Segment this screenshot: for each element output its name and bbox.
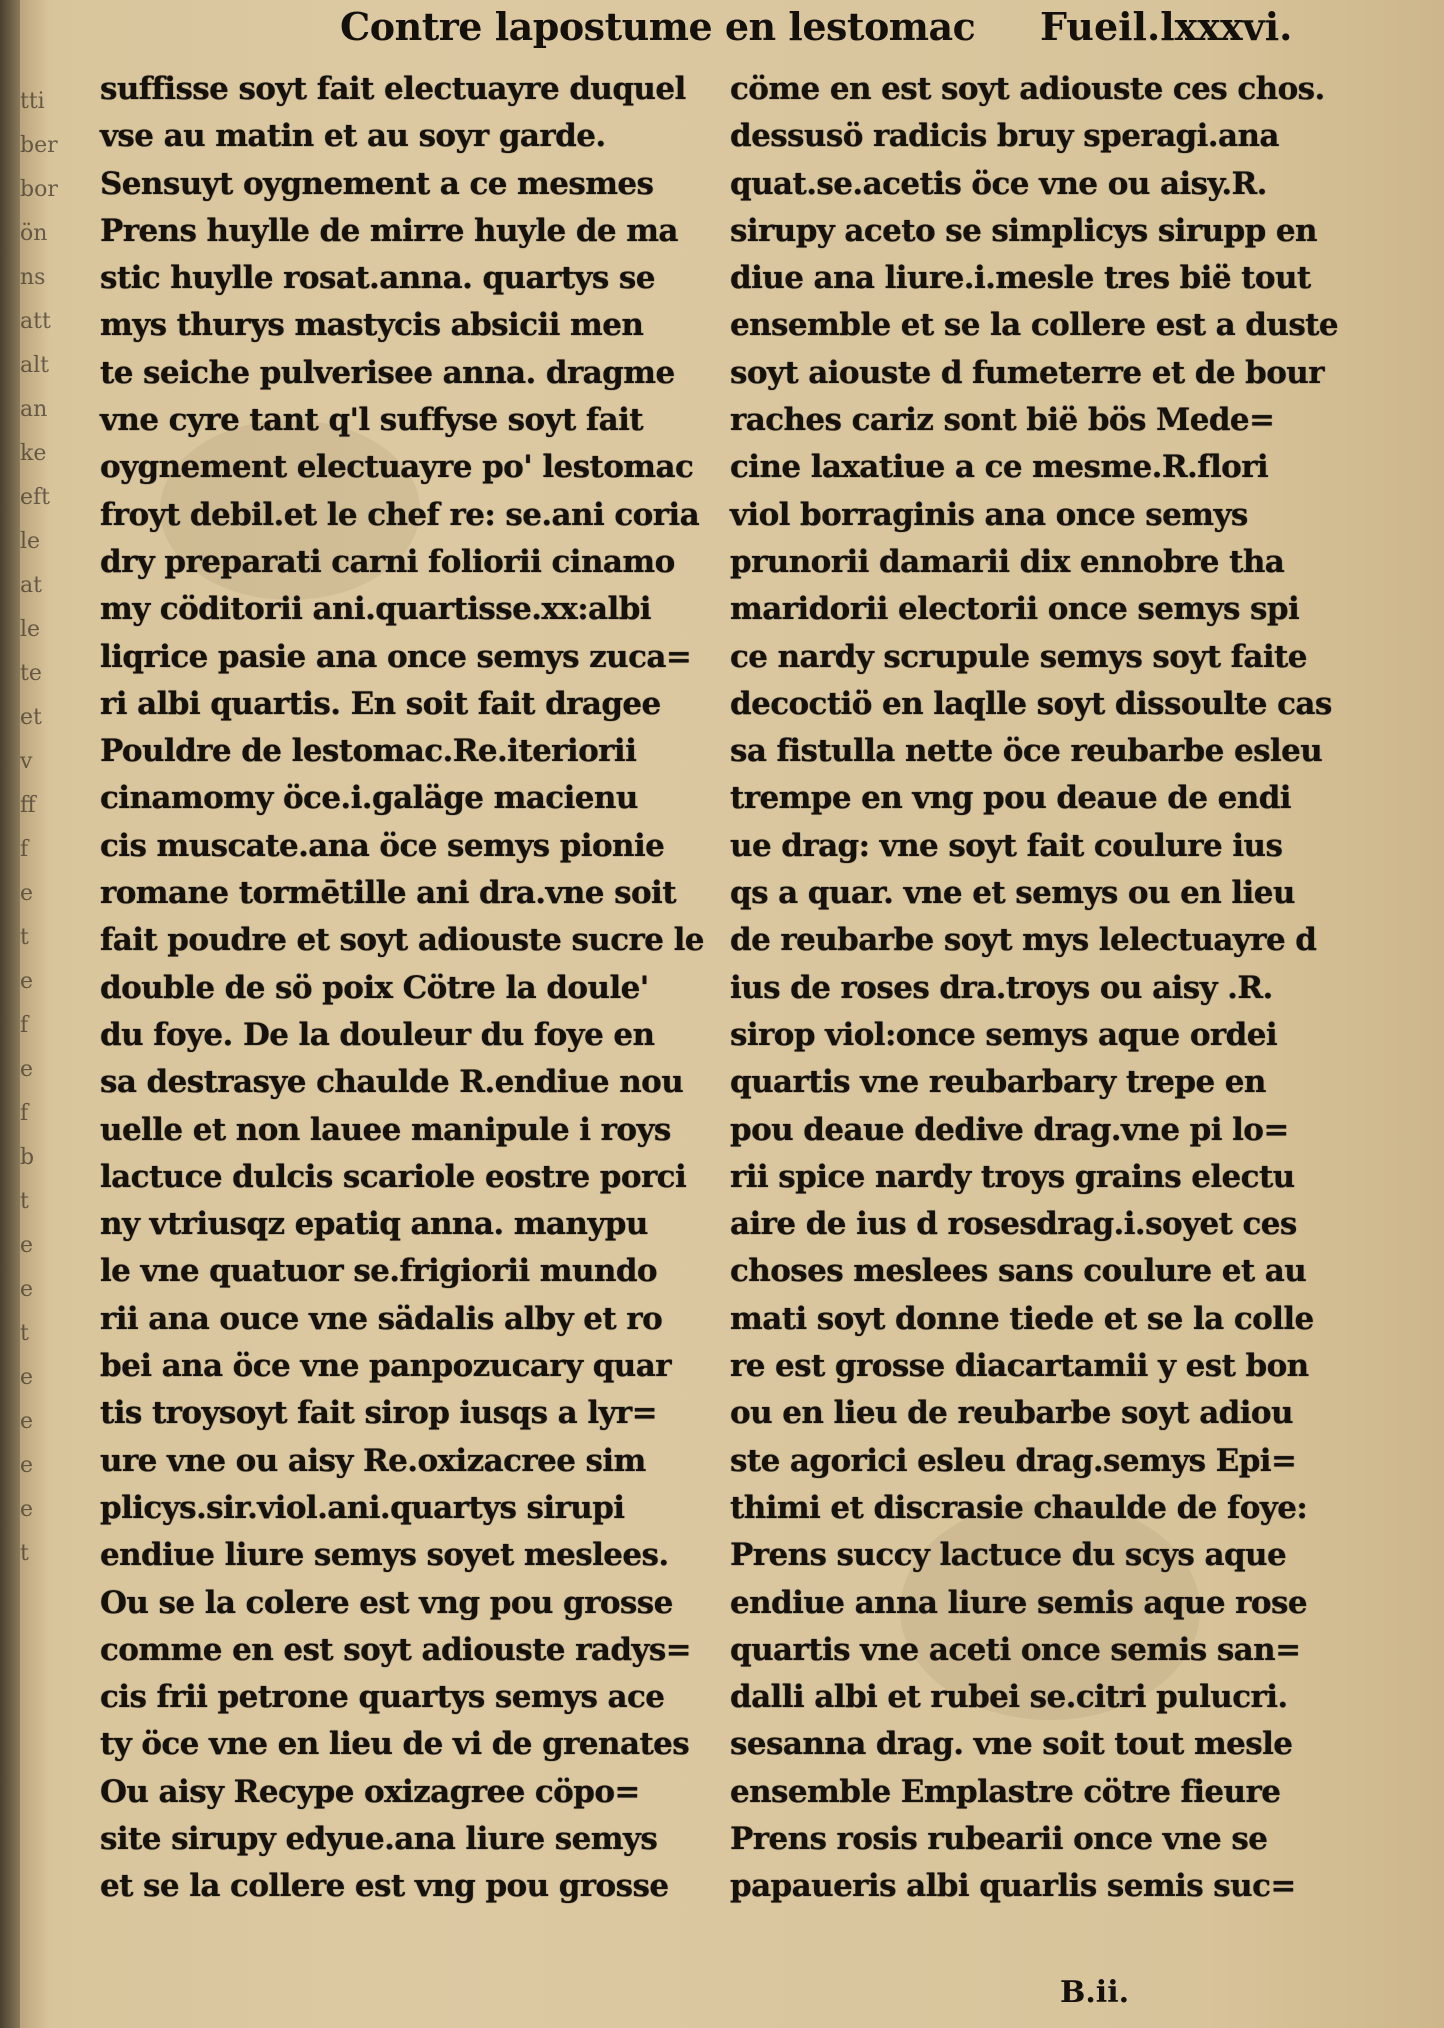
bleed-fragment: t [20, 925, 29, 950]
text-line: Prens rosis rubearii once vne se [730, 1820, 1268, 1857]
text-line: sa destrasye chaulde R.endiue nou [100, 1064, 684, 1101]
bleed-fragment: f [20, 1013, 29, 1038]
text-line: raches cariz sont bië bös Mede= [730, 402, 1275, 439]
text-line: mati soyt donne tiede et se la colle [730, 1300, 1314, 1337]
facing-page-bleed [20, 80, 58, 1980]
bleed-fragment: ke [20, 441, 47, 466]
text-line: comme en est soyt adiouste radys= [100, 1631, 692, 1668]
text-line: te seiche pulverisee anna. dragme [100, 354, 675, 391]
text-line: suffisse soyt fait electuayre duquel [100, 71, 686, 107]
text-line: lactuce dulcis scariole eostre porci [100, 1158, 687, 1195]
text-line: ou en lieu de reubarbe soyt adiou [730, 1395, 1293, 1432]
bleed-fragment: e [20, 881, 34, 906]
text-line: cine laxatiue a ce mesme.R.flori [730, 449, 1269, 486]
text-line: mys thurys mastycis absicii men [100, 307, 644, 344]
bleed-fragment: e [20, 1233, 34, 1258]
bleed-fragment: e [20, 1057, 34, 1082]
text-line: ce nardy scrupule semys soyt faite [730, 638, 1307, 675]
bleed-fragment: b [20, 1145, 35, 1170]
text-line: double de sö poix Cötre la doule' [100, 969, 649, 1006]
bleed-fragment: t [20, 1189, 29, 1214]
signature-mark: B.ii. [1060, 1975, 1130, 2010]
text-line: vne cyre tant q'l suffyse soyt fait [100, 402, 644, 439]
bleed-fragment: t [20, 1321, 29, 1346]
text-line: froyt debil.et le chef re: se.ani coria [100, 496, 700, 533]
text-line: prunorii damarii dix ennobre tha [730, 543, 1285, 580]
text-line: sesanna drag. vne soit tout mesle [730, 1726, 1293, 1763]
bleed-fragment: f [20, 837, 29, 862]
text-line: sa fistulla nette öce reubarbe esleu [730, 733, 1323, 770]
bleed-fragment: f [20, 1101, 29, 1126]
text-line: romane tormētille ani dra.vne soit [100, 875, 676, 912]
bleed-fragment: et [20, 705, 42, 730]
bleed-fragment: ns [20, 265, 46, 290]
bleed-fragment: e [20, 1409, 34, 1434]
text-line: tis troysoyt fait sirop iusqs a lyr= [100, 1395, 658, 1432]
text-line: ny vtriusqz epatiq anna. manypu [100, 1206, 648, 1243]
text-line: uelle et non lauee manipule i roys [100, 1111, 671, 1148]
text-line: quartis vne reubarbary trepe en [730, 1064, 1266, 1101]
text-line: papaueris albi quarlis semis suc= [730, 1868, 1296, 1905]
bleed-fragment: att [20, 309, 51, 334]
bleed-fragment: at [20, 573, 42, 598]
bleed-fragment: e [20, 1497, 34, 1522]
bleed-fragment: te [20, 661, 42, 686]
text-line: cis muscate.ana öce semys pionie [100, 827, 665, 864]
bleed-fragment: e [20, 1453, 34, 1478]
bleed-fragment: ber [20, 133, 58, 158]
text-line: dessusö radicis bruy speragi.ana [730, 118, 1279, 155]
text-line: ius de roses dra.troys ou aisy .R. [730, 969, 1273, 1006]
text-line: dalli albi et rubei se.citri pulucri. [730, 1679, 1288, 1716]
text-line: thimi et discrasie chaulde de foye: [730, 1489, 1308, 1526]
text-line: et se la collere est vng pou grosse [100, 1868, 669, 1905]
running-title: Contre lapostume en lestomac [340, 4, 976, 49]
book-gutter [0, 0, 20, 2028]
text-line: pou deaue dedive drag.vne pi lo= [730, 1111, 1289, 1148]
text-line: site sirupy edyue.ana liure semys [100, 1820, 658, 1857]
text-line: viol borraginis ana once semys [730, 496, 1248, 533]
text-line: maridorii electorii once semys spi [730, 591, 1300, 628]
text-line: quat.se.acetis öce vne ou aisy.R. [730, 165, 1267, 202]
text-line: trempe en vng pou deaue de endi [730, 780, 1291, 817]
text-line: re est grosse diacartamii y est bon [730, 1348, 1309, 1385]
bleed-fragment: tti [20, 89, 45, 114]
text-line: ri albi quartis. En soit fait dragee [100, 685, 661, 722]
text-line: my cöditorii ani.quartisse.xx:albi [100, 591, 651, 628]
text-line: Ou se la colere est vng pou grosse [100, 1584, 673, 1621]
running-header [0, 4, 1444, 60]
text-line: Prens huylle de mirre huyle de ma [100, 212, 678, 249]
text-line: cöme en est soyt adiouste ces chos. [730, 71, 1325, 107]
text-line: ue drag: vne soyt fait coulure ius [730, 827, 1283, 864]
text-line: endiue liure semys soyet meslees. [100, 1537, 669, 1574]
text-line: oygnement electuayre po' lestomac [100, 449, 694, 486]
bleed-fragment: e [20, 1365, 34, 1390]
bleed-fragment: le [20, 529, 41, 554]
text-line: Sensuyt oygnement a ce mesmes [100, 165, 654, 202]
text-line: ure vne ou aisy Re.oxizacree sim [100, 1442, 646, 1479]
text-line: Ou aisy Recype oxizagree cöpo= [100, 1773, 640, 1810]
bleed-fragment: bor [20, 177, 58, 202]
text-line: cinamomy öce.i.galäge macienu [100, 780, 638, 817]
text-line: endiue anna liure semis aque rose [730, 1584, 1307, 1621]
text-line: de reubarbe soyt mys lelectuayre d [730, 922, 1317, 959]
text-line: ensemble Emplastre cötre fieure [730, 1773, 1281, 1810]
text-line: Prens succy lactuce du scys aque [730, 1537, 1287, 1574]
text-line: stic huylle rosat.anna. quartys se [100, 260, 655, 297]
bleed-fragment: e [20, 1277, 34, 1302]
text-line: sirop viol:once semys aque ordei [730, 1016, 1278, 1053]
text-line: ty öce vne en lieu de vi de grenates [100, 1726, 690, 1763]
bleed-fragment: t [20, 1541, 29, 1566]
folio-number: Fueil.lxxxvi. [1040, 4, 1293, 49]
text-line: qs a quar. vne et semys ou en lieu [730, 875, 1295, 912]
bleed-fragment: alt [20, 353, 49, 378]
left-text-column [100, 66, 704, 1911]
text-line: diue ana liure.i.mesle tres bië tout [730, 260, 1311, 297]
text-line: dry preparati carni foliorii cinamo [100, 543, 675, 580]
text-line: le vne quatuor se.frigiorii mundo [100, 1253, 657, 1290]
text-line: quartis vne aceti once semis san= [730, 1631, 1301, 1668]
bleed-fragment: le [20, 617, 41, 642]
text-line: soyt aiouste d fumeterre et de bour [730, 354, 1324, 391]
text-line: sirupy aceto se simplicys sirupp en [730, 212, 1317, 249]
bleed-fragment: ff [20, 793, 36, 818]
text-line: bei ana öce vne panpozucary quar [100, 1348, 671, 1385]
text-line: vse au matin et au soyr garde. [100, 118, 606, 155]
text-line: Pouldre de lestomac.Re.iteriorii [100, 733, 637, 770]
text-line: rii ana ouce vne sädalis alby et ro [100, 1300, 663, 1337]
text-line: ensemble et se la collere est a duste [730, 307, 1339, 344]
text-line: fait poudre et soyt adiouste sucre le [100, 922, 704, 959]
bleed-fragment: e [20, 969, 34, 994]
text-line: decoctiö en laqlle soyt dissoulte cas [730, 685, 1332, 722]
right-text-column [730, 66, 1339, 1911]
bleed-fragment: an [20, 397, 48, 422]
bleed-fragment: v [20, 749, 33, 774]
text-line: aire de ius d rosesdrag.i.soyet ces [730, 1206, 1297, 1243]
bleed-fragment: ön [20, 221, 48, 246]
text-line: liqrice pasie ana once semys zuca= [100, 638, 692, 675]
text-line: plicys.sir.viol.ani.quartys sirupi [100, 1489, 625, 1526]
text-line: ste agorici esleu drag.semys Epi= [730, 1442, 1297, 1479]
bleed-fragment: eft [20, 485, 51, 510]
text-line: choses meslees sans coulure et au [730, 1253, 1307, 1290]
text-line: rii spice nardy troys grains electu [730, 1158, 1295, 1195]
text-line: cis frii petrone quartys semys ace [100, 1679, 665, 1716]
text-line: du foye. De la douleur du foye en [100, 1016, 655, 1053]
